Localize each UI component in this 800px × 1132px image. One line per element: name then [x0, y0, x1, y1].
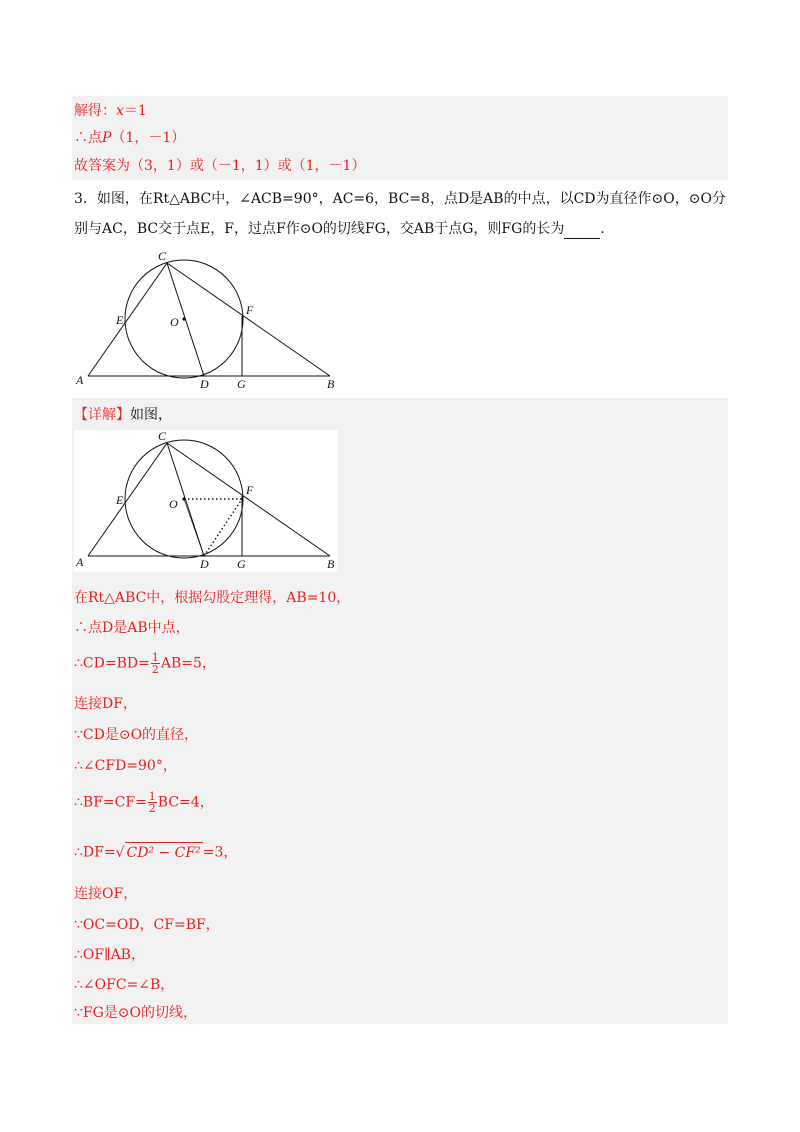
solution-line-1: 解得：x＝1	[74, 103, 147, 119]
detail-step-11: ∴OF∥AB，	[74, 947, 145, 963]
label-e: E	[116, 313, 124, 327]
label-o: O	[170, 315, 179, 329]
label-c: C	[158, 430, 167, 443]
segment-cb	[167, 263, 330, 376]
detail-step-7: ∴BF=CF= $\frac{1}{2}$ BC=4，	[74, 790, 214, 815]
center-o-dot	[182, 497, 185, 500]
label-a: A	[76, 373, 84, 387]
label-d: D	[200, 557, 209, 571]
label-g: G	[237, 377, 246, 390]
fraction-half: $\frac{1}{2}$	[148, 790, 156, 815]
label-b: B	[327, 377, 335, 390]
label-e: E	[116, 493, 124, 507]
detail-step-5: ∵CD是⊙O的直径，	[74, 727, 199, 743]
square-root: √ CD² − CF²	[116, 842, 203, 863]
detail-step-4: 连接DF，	[74, 696, 137, 712]
geometry-figure-problem	[74, 248, 344, 390]
detail-step-10: ∵OC=OD，CF=BF，	[74, 917, 220, 933]
detail-step-1: 在Rt△ABC中，根据勾股定理得，AB=10，	[74, 590, 351, 606]
geometry-figure-solution	[74, 430, 338, 572]
label-d: D	[200, 377, 209, 390]
solution-line-2: ∴点P（1，－1）	[74, 130, 186, 146]
center-o-dot	[182, 317, 185, 320]
label-o: O	[169, 497, 178, 511]
label-b: B	[327, 557, 335, 571]
problem-line-2: 别与AC，BC交于点E，F，过点F作⊙O的切线FG，交AB于点G，则FG的长为 .	[74, 221, 605, 237]
detail-step-12: ∴∠OFC=∠B，	[74, 977, 175, 993]
label-g: G	[237, 557, 246, 571]
problem-line-1: 3．如图，在Rt△ABC中，∠ACB=90°，AC=6，BC=8，点D是AB的中点，以CD为直径作⊙O，⊙O分	[74, 191, 726, 207]
detail-step-2: ∴点D是AB中点，	[74, 620, 190, 636]
detail-step-9: 连接OF，	[74, 886, 138, 902]
detail-step-3: ∴CD=BD= $\frac{1}{2}$ AB=5，	[74, 651, 216, 676]
detail-step-6: ∴∠CFD=90°，	[74, 758, 177, 774]
detail-header: 【详解】如图，	[74, 407, 172, 423]
label-f: F	[246, 303, 254, 317]
label-a: A	[76, 555, 84, 569]
detail-step-13: ∵FG是⊙O的切线，	[74, 1005, 198, 1021]
detail-step-8: ∴DF=√ CD² − CF² =3，	[74, 842, 237, 863]
segment-ac	[88, 263, 167, 376]
label-f: F	[246, 483, 254, 497]
solution-line-3: 故答案为（3，1）或（－1，1）或（1，－1）	[74, 158, 366, 174]
answer-blank	[564, 224, 600, 239]
fraction-half: $\frac{1}{2}$	[151, 651, 159, 676]
label-c: C	[158, 249, 167, 263]
